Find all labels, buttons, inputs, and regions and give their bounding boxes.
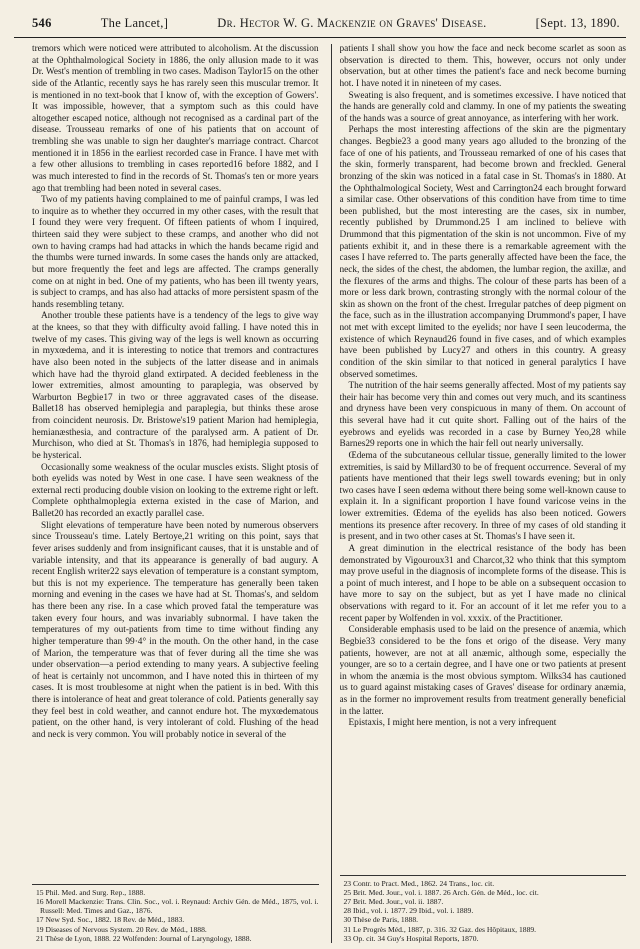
paragraph: tremors which were noticed were attributed to alcoholism. At the discussion at the Ophthalmological Society in 1886, the only allusion made to it was Dr. West's mention of trembling in two cases. Madison Taylor15 on the other side of the Atlantic, recently says he has rarely seen this muscular tremor. It is mentioned in no text-book that I know of, with the exception of Gowers'. It was impossible, however, that a symptom such as this could have altogether escaped notice, although not recognised as a cardinal part of the disease. Trousseau remarks of one of his patients that on account of trembling she was unable to sign her daughter's marriage contract. Charcot mentioned it in 1856 in the earliest recorded case in France. I have met with a few other allusions to trembling in cases reported16 before 1882, and I was much interested to find in the records of St. Thomas's ten or more years ago that trembling had been noted in several cases. (32, 44, 319, 194)
footnote: 23 Contr. to Pract. Med., 1862. 24 Trans., loc. cit. (343, 878, 495, 888)
paragraph: patients I shall show you how the face and neck become scarlet as soon as observation is directed to them. This, however, occurs not only under observation, but at other times the patient's face and neck become burning hot. I have noted it in nineteen of my cases. (339, 44, 626, 89)
left-column-text (32, 44, 319, 881)
footnote: 33 Op. cit. 34 Guy's Hospital Reports, 1870. (343, 933, 479, 943)
paragraph: Considerable emphasis used to be laid on the presence of anæmia, which Begbie33 considered to be the fons et origo of the disease. Very many patients, however, are not at all anæmic, although some, especially the younger, are so to a certain degree, and I have one or two patients at present in whom the anæmia is the most obvious symptom. Wilks34 has cautioned us to guard against mistaking cases of Graves' disease for ordinary anæmia, as in the former no improvement results from treatment generally beneficial in the latter. (339, 625, 626, 717)
paragraph: Occasionally some weakness of the ocular muscles exists. Slight ptosis of both eyelids was noted by West in one case. I have seen weakness of the external recti producing double vision on looking to the extreme right or left. Complete ophthalmoplegia externa existed in the case of Marion, and Ballet20 has recorded an exactly parallel case. (32, 462, 319, 519)
paragraph: A great diminution in the electrical resistance of the body has been demonstrated by Vigouroux31 and Charcot,32 who think that this symptom may prove useful in the diagnosis of incomplete forms of the disease. This is a point of much interest, and I hope to be able on a subsequent occasion to have more to say on the subject, but as yet I have made no clinical observations with regard to it. For an account of it let me refer you to a recent paper by Wolfenden in vol. xxxix. of the Practitioner. (339, 543, 626, 624)
right-column-text (340, 44, 627, 872)
page-number: 546 (32, 16, 52, 30)
footnote: 27 Brit. Med. Jour., vol. ii. 1887. (343, 896, 444, 906)
article-title: Dr. Hector W. G. Mackenzie on Graves' Disease. (217, 16, 487, 30)
paragraph: Œdema of the subcutaneous cellular tissue, generally limited to the lower extremities, is said by Millard30 to be of frequent occurrence. Several of my patients have mentioned that their legs swell towards evening; but in only two cases have I seen œdema without there being some well-known cause to explain it. In a significant proportion I have found varicose veins in the lower extremities. Œdema of the eyelids has also been noticed. Gowers mentions its presence after recovery. In three of my cases of old standing it is present, and in two other cases at St. Thomas's I have seen it. (339, 450, 626, 543)
left-footnotes (32, 884, 319, 943)
paragraph: Epistaxis, I might here mention, is not a very infrequent (348, 718, 557, 729)
footnote: 15 Phil. Med. and Surg. Rep., 1888. (36, 887, 146, 897)
paragraph: Perhaps the most interesting affections of the skin are the pigmentary changes. Begbie23 a good many years ago alluded to the bronzing of the face of one of his patients, and Trousseau remarked of one of his cases that the skin, formerly transparent, had become brown and freckled. General bronzing of the skin was noticed in a fatal case in St. Thomas's in 1880. At the Ophthalmological Society, West and Carrington24 each brought forward a similar case. Other observations of this condition have from time to time been published, but the most interesting are the cases, six in number, recently published by Drummond.25 I am inclined to believe with Drummond that this pigmentation of the skin is not uncommon. Five of my patients exhibit it, and in these there is a remarkable agreement with the cases I have referred to. The parts generally affected have been the face, the neck, the sides of the chest, the abdomen, the lumbar region, the axillæ, and the flexures of the arms and thighs. The colour of these parts has been of a more or less dark brown, contrasting strongly with the normal colour of the skin as shown on the front of the chest. Irregular patches of deep pigment on the face, such as in the illustration accompanying Drummond's paper, I have not met with except limited to the eyelids; nor have I seen leucoderma, the existence of which Reynaud26 found in five cases, and of which examples have been published by Lucy27 and others in this country. A greasy condition of the skin similar to that noticed in general paralytics I have observed sometimes. (339, 125, 626, 380)
paragraph: Two of my patients having complained to me of painful cramps, I was led to inquire as to whether they occurred in my other cases, with the result that I found they were very frequent. Of fifteen patients of whom I inquired, thirteen said they were subject to these cramps, and another who did not own to having cramps had had attacks in which the hands became rigid and the thumbs were turned inwards. In some cases the hands only are attacked, but more frequently the feet and legs are affected. The cramps generally come on at night in bed. One of my patients, who has been ill twenty years, is subject to cramps, and has also had attacks of more persistent spasm of the hands resembling tetany. (32, 195, 319, 310)
paragraph: Another trouble these patients have is a tendency of the legs to give way at the knees, so that they with difficulty avoid falling. I have noted this in twelve of my cases. This giving way of the legs is well known as occurring in myxœdema, and it is interesting to notice that tremors and contractures have also been noted in the subjects of the latter disease and in animals which have had the thyroid gland extirpated. A decided feebleness in the lower extremities, almost amounting to paraplegia, was observed by Warburton Begbie17 in two or three aggravated cases of the disease. Ballet18 has observed hemiplegia and paraplegia, but thinks these arose from coincident neurosis. Dr. Bristowe's19 patient Marion had hemiplegia, hemianæsthesia, and contracture of the paralysed arm. A patient of Dr. Murchison, who died at St. Thomas's in 1876, had hemiplegia supposed to be hysterical. (32, 311, 319, 461)
page-header (14, 12, 626, 38)
right-footnotes (340, 875, 627, 943)
footnote: 30 Thèse de Paris, 1888. (343, 915, 419, 925)
footnote: 28 Ibid., vol. i. 1877. 29 Ibid., vol. i. 1889. (343, 906, 474, 916)
paragraph: The nutrition of the hair seems generally affected. Most of my patients say their hair has become very thin and comes out very much, and its scantiness and dryness have been very conspicuous in many of them. On account of this several have had it cut quite short. Falling out of the hairs of the eyebrows and eyelids was recorded in a case by Burney Yeo,28 while Barnes29 reports one in which the hair fell out nearly universally. (339, 381, 626, 450)
footnote: 31 Le Progrès Méd., 1887, p. 316. 32 Gaz. des Hôpitaux, 1889. (343, 924, 537, 934)
issue-date: [Sept. 13, 1890. (535, 16, 620, 30)
paragraph: Slight elevations of temperature have been noted by numerous observers since Trousseau's time. Lately Bertoye,21 writing on this point, says that fever arises suddenly and from insignificant causes, that it is unstable and of variable intensity, and that its appearance is generally of bad augury. A recent English writer22 says elevation of temperature is a constant symptom, but this is not my experience. The temperature has generally been taken morning and evening in the cases we have had at St. Thomas's, and seldom has there been any rise. In a case which proved fatal the temperature was taken every four hours, and was invariably subnormal. I have taken the temperatures of my out-patients from time to time without finding any higher temperature than 99·4° in the mouth. On the other hand, in the case of Marion, the temperature was that of fever during all the time she was under observation—a period extending to many years. A subjective feeling of heat is certainly not uncommon, and I have noted this in thirteen of my cases. It is most troublesome at night when the patient is in bed. With this there is intolerance of heat and great tolerance of cold. Patients generally say they feel best in cold weather, and cannot endure hot. The myxœdematous patient, on the other hand, is very intolerant of cold. Flushing of the head and neck is very common. You will probably notice in several of the (32, 520, 319, 740)
left-column (32, 44, 319, 943)
two-column-body (14, 38, 626, 943)
footnote: 17 New Syd. Soc., 1882. 18 Rev. de Méd., 1883. (36, 915, 185, 925)
right-column (331, 44, 627, 943)
footnote: 16 Morell Mackenzie: Trans. Clin. Soc., vol. i. Reynaud: Archiv Gén. de Méd., 1875, vol. i. Russell: Med. Times and Gaz., 1876. (36, 896, 319, 916)
paragraph: Sweating is also frequent, and is sometimes excessive. I have noticed that the hands are generally cold and clammy. In one of my patients the sweating of the hands was a source of great annoyance, as interfering with her work. (339, 90, 626, 124)
footnote: 21 Thèse de Lyon, 1888. 22 Wolfenden: Journal of Laryngology, 1888. (36, 933, 252, 943)
footnote: 25 Brit. Med. Jour., vol. i. 1887. 26 Arch. Gén. de Méd., loc. cit. (343, 887, 539, 897)
journal-name: The Lancet,] (100, 16, 169, 30)
footnote: 19 Diseases of Nervous System. 20 Rev. de Méd., 1888. (36, 924, 207, 934)
